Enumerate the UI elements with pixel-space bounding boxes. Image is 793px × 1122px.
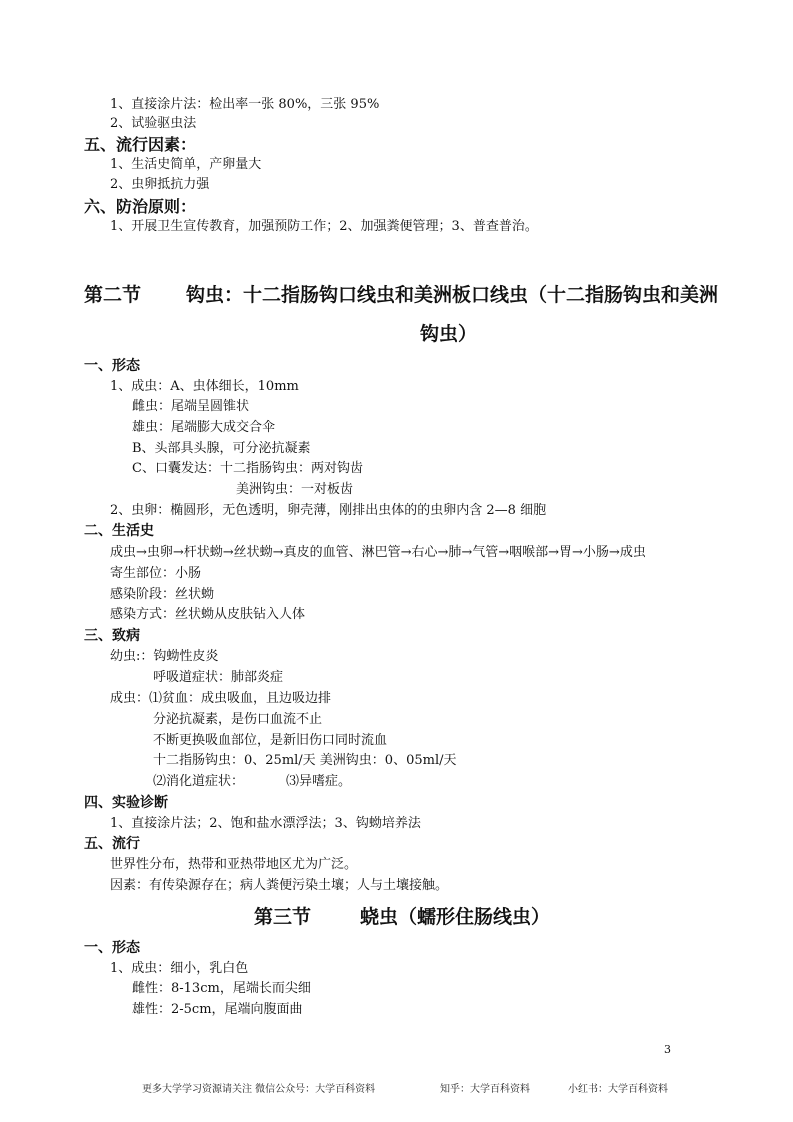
section-heading: 四、实验诊断 xyxy=(84,795,168,811)
footer-zhihu: 知乎：大学百科资料 xyxy=(440,1084,530,1095)
text-line: 2、虫卵：椭圆形，无色透明，卵壳薄，刚排出虫体的的虫卵内含 2—8 细胞 xyxy=(110,503,547,518)
footer-xiaohongshu: 小红书：大学百科资料 xyxy=(568,1084,668,1095)
text-line: 1、生活史简单，产卵量大 xyxy=(110,157,262,172)
chapter-title-continued: 钩虫） xyxy=(420,323,478,345)
text-line: ⑵消化道症状： xyxy=(153,774,245,789)
text-line: 不断更换吸血部位，是新旧伤口同时流血 xyxy=(153,733,388,748)
text-line: 1、直接涂片法；2、饱和盐水漂浮法；3、钩蚴培养法 xyxy=(110,816,421,831)
text-line: 呼吸道症状：肺部炎症 xyxy=(153,670,284,685)
text-line: 分泌抗凝素，是伤口血流不止 xyxy=(153,712,323,727)
text-line: 2、试验驱虫法 xyxy=(110,116,197,131)
text-line: 世界性分布，热带和亚热带地区尤为广泛。 xyxy=(110,857,358,872)
text-line: 1、直接涂片法：检出率一张 80%，三张 95% xyxy=(110,97,380,112)
chapter-title-number: 第三节 xyxy=(254,906,312,928)
section-heading: 一、形态 xyxy=(84,358,140,374)
text-line: 雌虫：尾端呈圆锥状 xyxy=(132,399,250,414)
footer-wechat: 更多大学学习资源请关注 微信公众号：大学百科资料 xyxy=(142,1084,376,1095)
text-line: 感染方式：丝状蚴从皮肤钻入人体 xyxy=(110,607,306,622)
text-line: 美洲钩虫：一对板齿 xyxy=(236,482,354,497)
text-line: 1、成虫：细小，乳白色 xyxy=(110,961,249,976)
section-heading: 五、流行 xyxy=(84,836,140,852)
text-line: 雄性：2-5cm，尾端向腹面曲 xyxy=(132,1002,303,1017)
section-heading: 一、形态 xyxy=(84,940,140,956)
text-line: 寄生部位：小肠 xyxy=(110,566,202,581)
chapter-title: 钩虫：十二指肠钩口线虫和美洲板口线虫（十二指肠钩虫和美洲 xyxy=(186,284,719,306)
text-line: 成虫：⑴贫血：成虫吸血，且边吸边排 xyxy=(110,691,332,706)
section-heading: 二、生活史 xyxy=(84,523,154,539)
text-line: 因素：有传染源存在；病人粪便污染土壤；人与土壤接触。 xyxy=(110,878,449,893)
text-line: 2、虫卵抵抗力强 xyxy=(110,177,210,192)
text-line: 雄虫：尾端膨大成交合伞 xyxy=(132,420,276,435)
section-heading: 三、致病 xyxy=(84,628,140,644)
text-line: 成虫→虫卵→杆状蚴→丝状蚴→真皮的血管、淋巴管→右心→肺→气管→咽喉部→胃→小肠→成虫 xyxy=(110,545,646,560)
text-line: 1、成虫：A、虫体细长，10mm xyxy=(110,379,299,394)
section-heading: 六、防治原则： xyxy=(84,197,197,216)
chapter-title: 蛲虫（蠕形住肠线虫） xyxy=(360,906,551,928)
chapter-title-number: 第二节 xyxy=(84,284,142,306)
page-number: 3 xyxy=(664,1043,671,1056)
text-line: 幼虫:：钩蚴性皮炎 xyxy=(110,649,219,664)
text-line: C、口囊发达：十二指肠钩虫：两对钩齿 xyxy=(132,461,363,476)
text-line: 1、开展卫生宣传教育，加强预防工作；2、加强粪便管理；3、普查普治。 xyxy=(110,219,538,234)
section-heading: 五、流行因素： xyxy=(84,135,197,154)
text-line: ⑶异嗜症。 xyxy=(286,774,352,789)
text-line: 十二指肠钩虫：0、25ml/天 美洲钩虫：0、05ml/天 xyxy=(153,753,457,768)
text-line: 雌性：8-13cm，尾端长而尖细 xyxy=(132,981,311,996)
text-line: 感染阶段：丝状蚴 xyxy=(110,587,215,602)
text-line: B、头部具头腺，可分泌抗凝素 xyxy=(132,441,311,456)
